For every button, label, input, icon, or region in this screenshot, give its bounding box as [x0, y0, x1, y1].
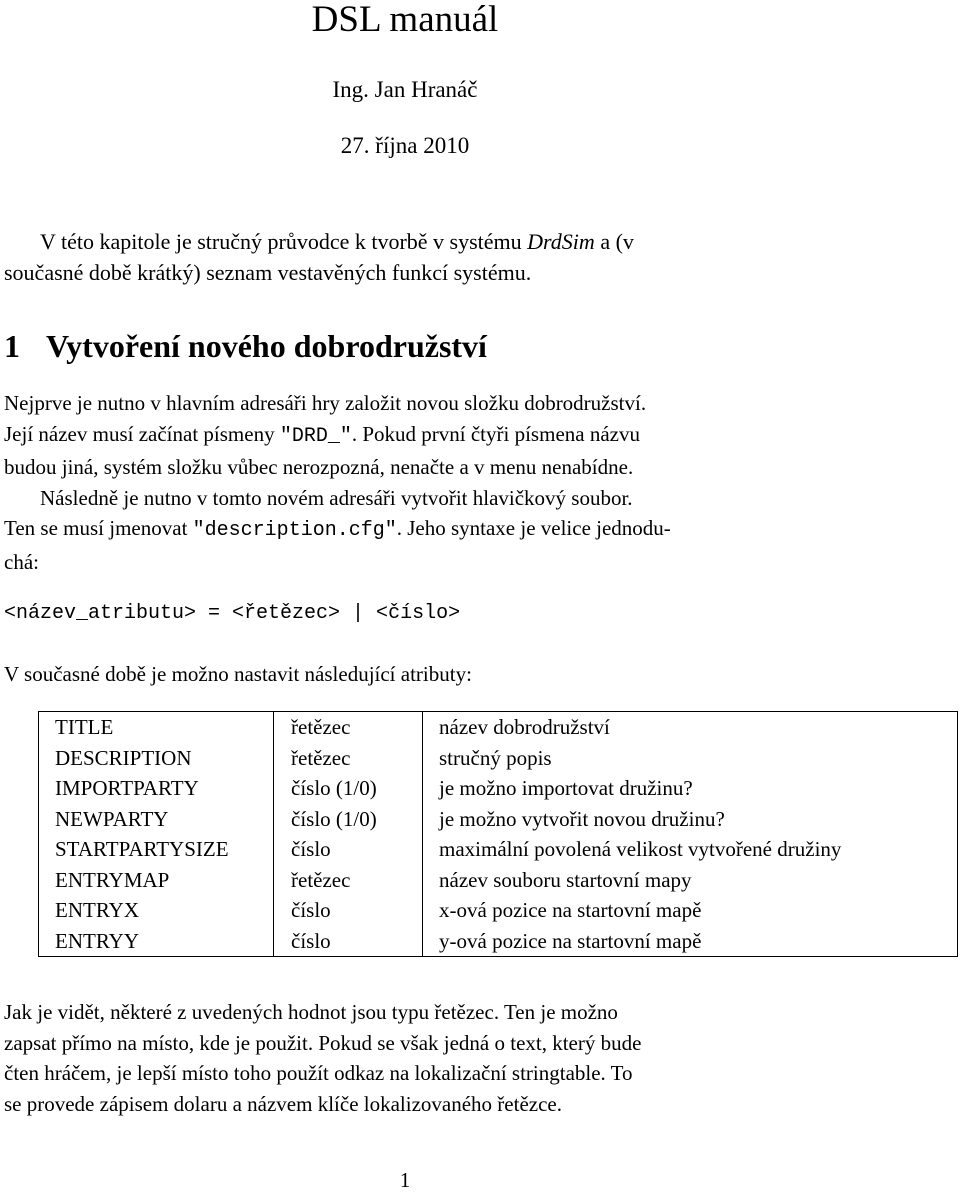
- paragraph-text: Ten se musí jmenovat: [4, 516, 193, 540]
- inline-code: "DRD_": [279, 424, 352, 448]
- abstract-text: V této kapitole je stručný průvodce k tvorbě v systému: [40, 229, 528, 254]
- paragraph-line: čten hráčem, je lepší místo toho použít odkaz na lokalizační stringtable. To: [4, 1061, 633, 1085]
- product-name: DrdSim: [527, 229, 595, 254]
- section-heading: [4, 326, 487, 366]
- table-row: [39, 712, 957, 743]
- syntax-code-block: <název_atributu> = <řetězec> | <číslo>: [4, 602, 461, 625]
- paragraph-intro: [4, 388, 810, 577]
- table-row: [39, 895, 957, 926]
- paragraph-text: . Pokud první čtyři písmena názvu: [351, 421, 640, 446]
- table-row: [39, 804, 957, 835]
- attribute-name: ENTRYMAP: [55, 867, 170, 892]
- document-date: 27. října 2010: [340, 133, 470, 158]
- table-row: [39, 773, 957, 804]
- section-number: 1: [4, 328, 20, 364]
- attribute-name: DESCRIPTION: [55, 745, 192, 770]
- paragraph-line: budou jiná, systém složku vůbec nerozpozná, nenačte a v menu nenabídne.: [4, 455, 634, 479]
- section-title: Vytvoření nového dobrodružství: [46, 328, 487, 364]
- attributes-table: [38, 711, 958, 957]
- table-row: [39, 926, 957, 957]
- attribute-name: STARTPARTYSIZE: [55, 837, 229, 861]
- attribute-description: y-ová pozice na startovní mapě: [439, 928, 702, 953]
- page-number: 1: [399, 1168, 411, 1192]
- paragraph-line: zapsat přímo na místo, kde je použit. Pokud se však jedná o text, který bude: [4, 1030, 642, 1055]
- abstract-text: a (v: [594, 229, 634, 254]
- paragraph-string-note: [4, 997, 810, 1119]
- paragraph-line: se provede zápisem dolaru a názvem klíče lokalizovaného řetězce.: [4, 1091, 562, 1116]
- attribute-description: název dobrodružství: [439, 715, 610, 739]
- paragraph-line: Nejprve je nutno v hlavním adresáři hry založit novou složku dobrodružství.: [4, 391, 647, 415]
- attribute-description: x-ová pozice na startovní mapě: [439, 898, 702, 922]
- abstract-line-1: [4, 226, 810, 257]
- paragraph-line: [4, 513, 810, 547]
- attribute-type: řetězec: [291, 745, 351, 770]
- table-row: [39, 865, 957, 896]
- document-title: DSL manuál: [311, 0, 499, 40]
- paragraph-line: [4, 419, 810, 453]
- attribute-type: řetězec: [291, 715, 351, 739]
- paragraph-line: chá:: [4, 549, 39, 574]
- abstract: [4, 226, 810, 288]
- attribute-type: řetězec: [291, 867, 351, 892]
- attribute-name: IMPORTPARTY: [55, 776, 199, 800]
- inline-code: "description.cfg": [192, 519, 397, 542]
- attribute-name: NEWPARTY: [55, 806, 169, 831]
- attribute-type: číslo: [291, 837, 331, 861]
- attribute-description: maximální povolená velikost vytvořené družiny: [439, 837, 842, 861]
- attribute-description: název souboru startovní mapy: [439, 867, 692, 892]
- table-row: [39, 834, 957, 865]
- paragraph-text: Její název musí začínat písmeny: [4, 421, 280, 446]
- document-author: Ing. Jan Hranáč: [332, 77, 478, 102]
- attribute-description: stručný popis: [439, 745, 552, 770]
- attribute-name: ENTRYY: [55, 928, 139, 953]
- table-row: [39, 743, 957, 774]
- attribute-type: číslo (1/0): [291, 776, 377, 800]
- paragraph-line: Jak je vidět, některé z uvedených hodnot jsou typu řetězec. Ten je možno: [4, 1000, 618, 1024]
- attribute-description: je možno vytvořit novou družinu?: [439, 806, 725, 831]
- attribute-type: číslo: [291, 898, 331, 922]
- abstract-line-2: současné době krátký) seznam vestavěných funkcí systému.: [4, 260, 532, 285]
- attribute-name: TITLE: [55, 715, 114, 739]
- attribute-description: je možno importovat družinu?: [439, 776, 693, 800]
- paragraph-line: V současné době je možno nastavit následující atributy:: [4, 662, 472, 686]
- attribute-type: číslo: [291, 928, 331, 953]
- attribute-name: ENTRYX: [55, 898, 139, 922]
- paragraph-text: . Jeho syntaxe je velice jednodu-: [396, 516, 671, 540]
- paragraph-line: Následně je nutno v tomto novém adresáři vytvořit hlavičkový soubor.: [40, 485, 633, 510]
- paragraph-attributes-intro: [4, 659, 810, 690]
- attribute-type: číslo (1/0): [291, 806, 377, 831]
